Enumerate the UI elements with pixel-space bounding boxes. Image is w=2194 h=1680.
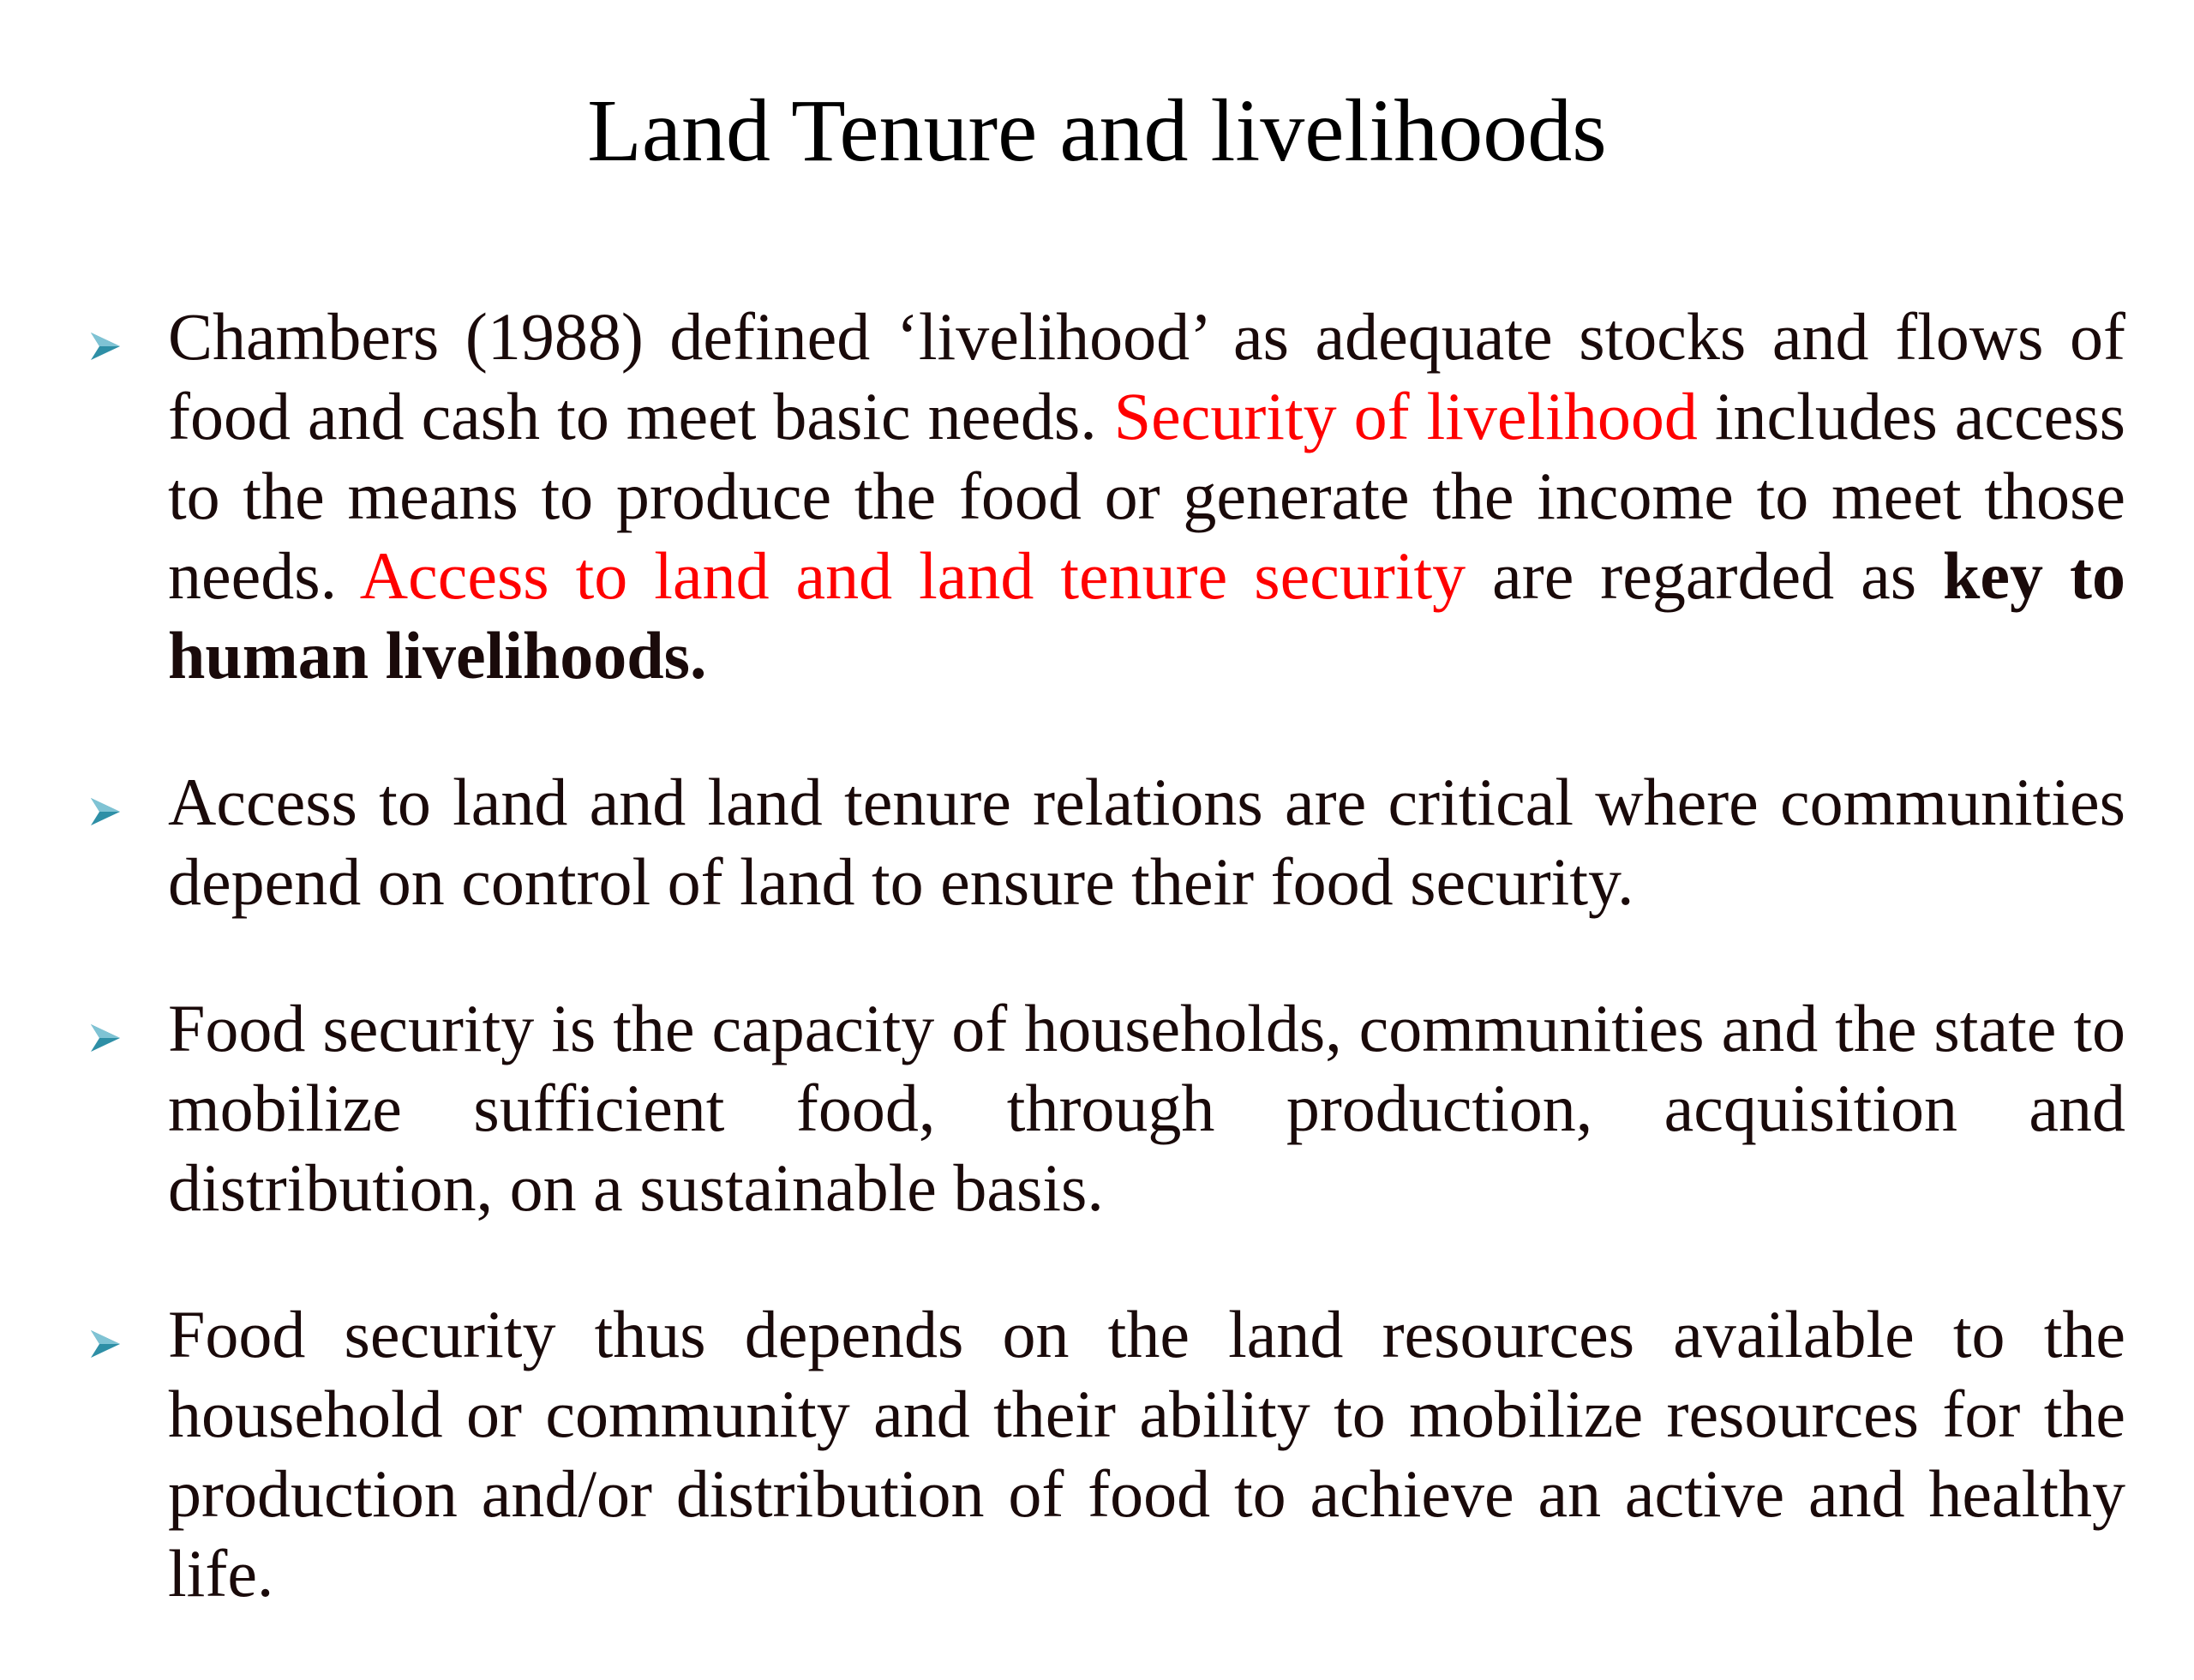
bullet-segment: are regarded as — [1466, 538, 1944, 613]
bullet-item — [0, 762, 2194, 921]
highlight-text: Access to land and land tenure security — [359, 538, 1466, 613]
slide-title: Land Tenure and livelihoods — [587, 81, 1607, 180]
bullet-segment: Chambers (1988) defined ‘livelihood’ as adequate stocks and flows of food and cash to meet basic needs. — [168, 299, 2125, 453]
bullet-segment: Food security is the capacity of households, communities and the state to mobilize sufficient food, through production, acquisition and distribution, on a sustainable basis. — [168, 991, 2125, 1225]
bold-text: key to human livelihoods. — [168, 538, 2125, 693]
bullet-text — [168, 762, 2125, 921]
bullet-text — [168, 1294, 2125, 1613]
bullet-item — [0, 1294, 2194, 1613]
bullet-segment: includes access to the means to produce the food or generate the income to meet those needs. — [168, 379, 2125, 613]
bullet-item — [0, 988, 2194, 1227]
arrowhead-bullet-icon — [86, 1019, 123, 1057]
bullet-item — [0, 297, 2194, 695]
bullet-segment: Access to land and land tenure relations are critical where communities depend on control of land to ensure their food security. — [168, 765, 2125, 919]
arrowhead-bullet-icon — [86, 793, 123, 831]
bullet-list — [0, 230, 2194, 1680]
bullet-text — [168, 988, 2125, 1227]
bullet-segment: Food security thus depends on the land resources available to the household or community and their ability to mobilize resources for the production and/or distribution of food to achieve an active and healthy life. — [168, 1297, 2125, 1611]
bullet-text — [168, 297, 2125, 695]
arrowhead-bullet-icon — [86, 327, 123, 365]
highlight-text: Security of livelihood — [1113, 379, 1698, 453]
arrowhead-bullet-icon — [86, 1325, 123, 1363]
